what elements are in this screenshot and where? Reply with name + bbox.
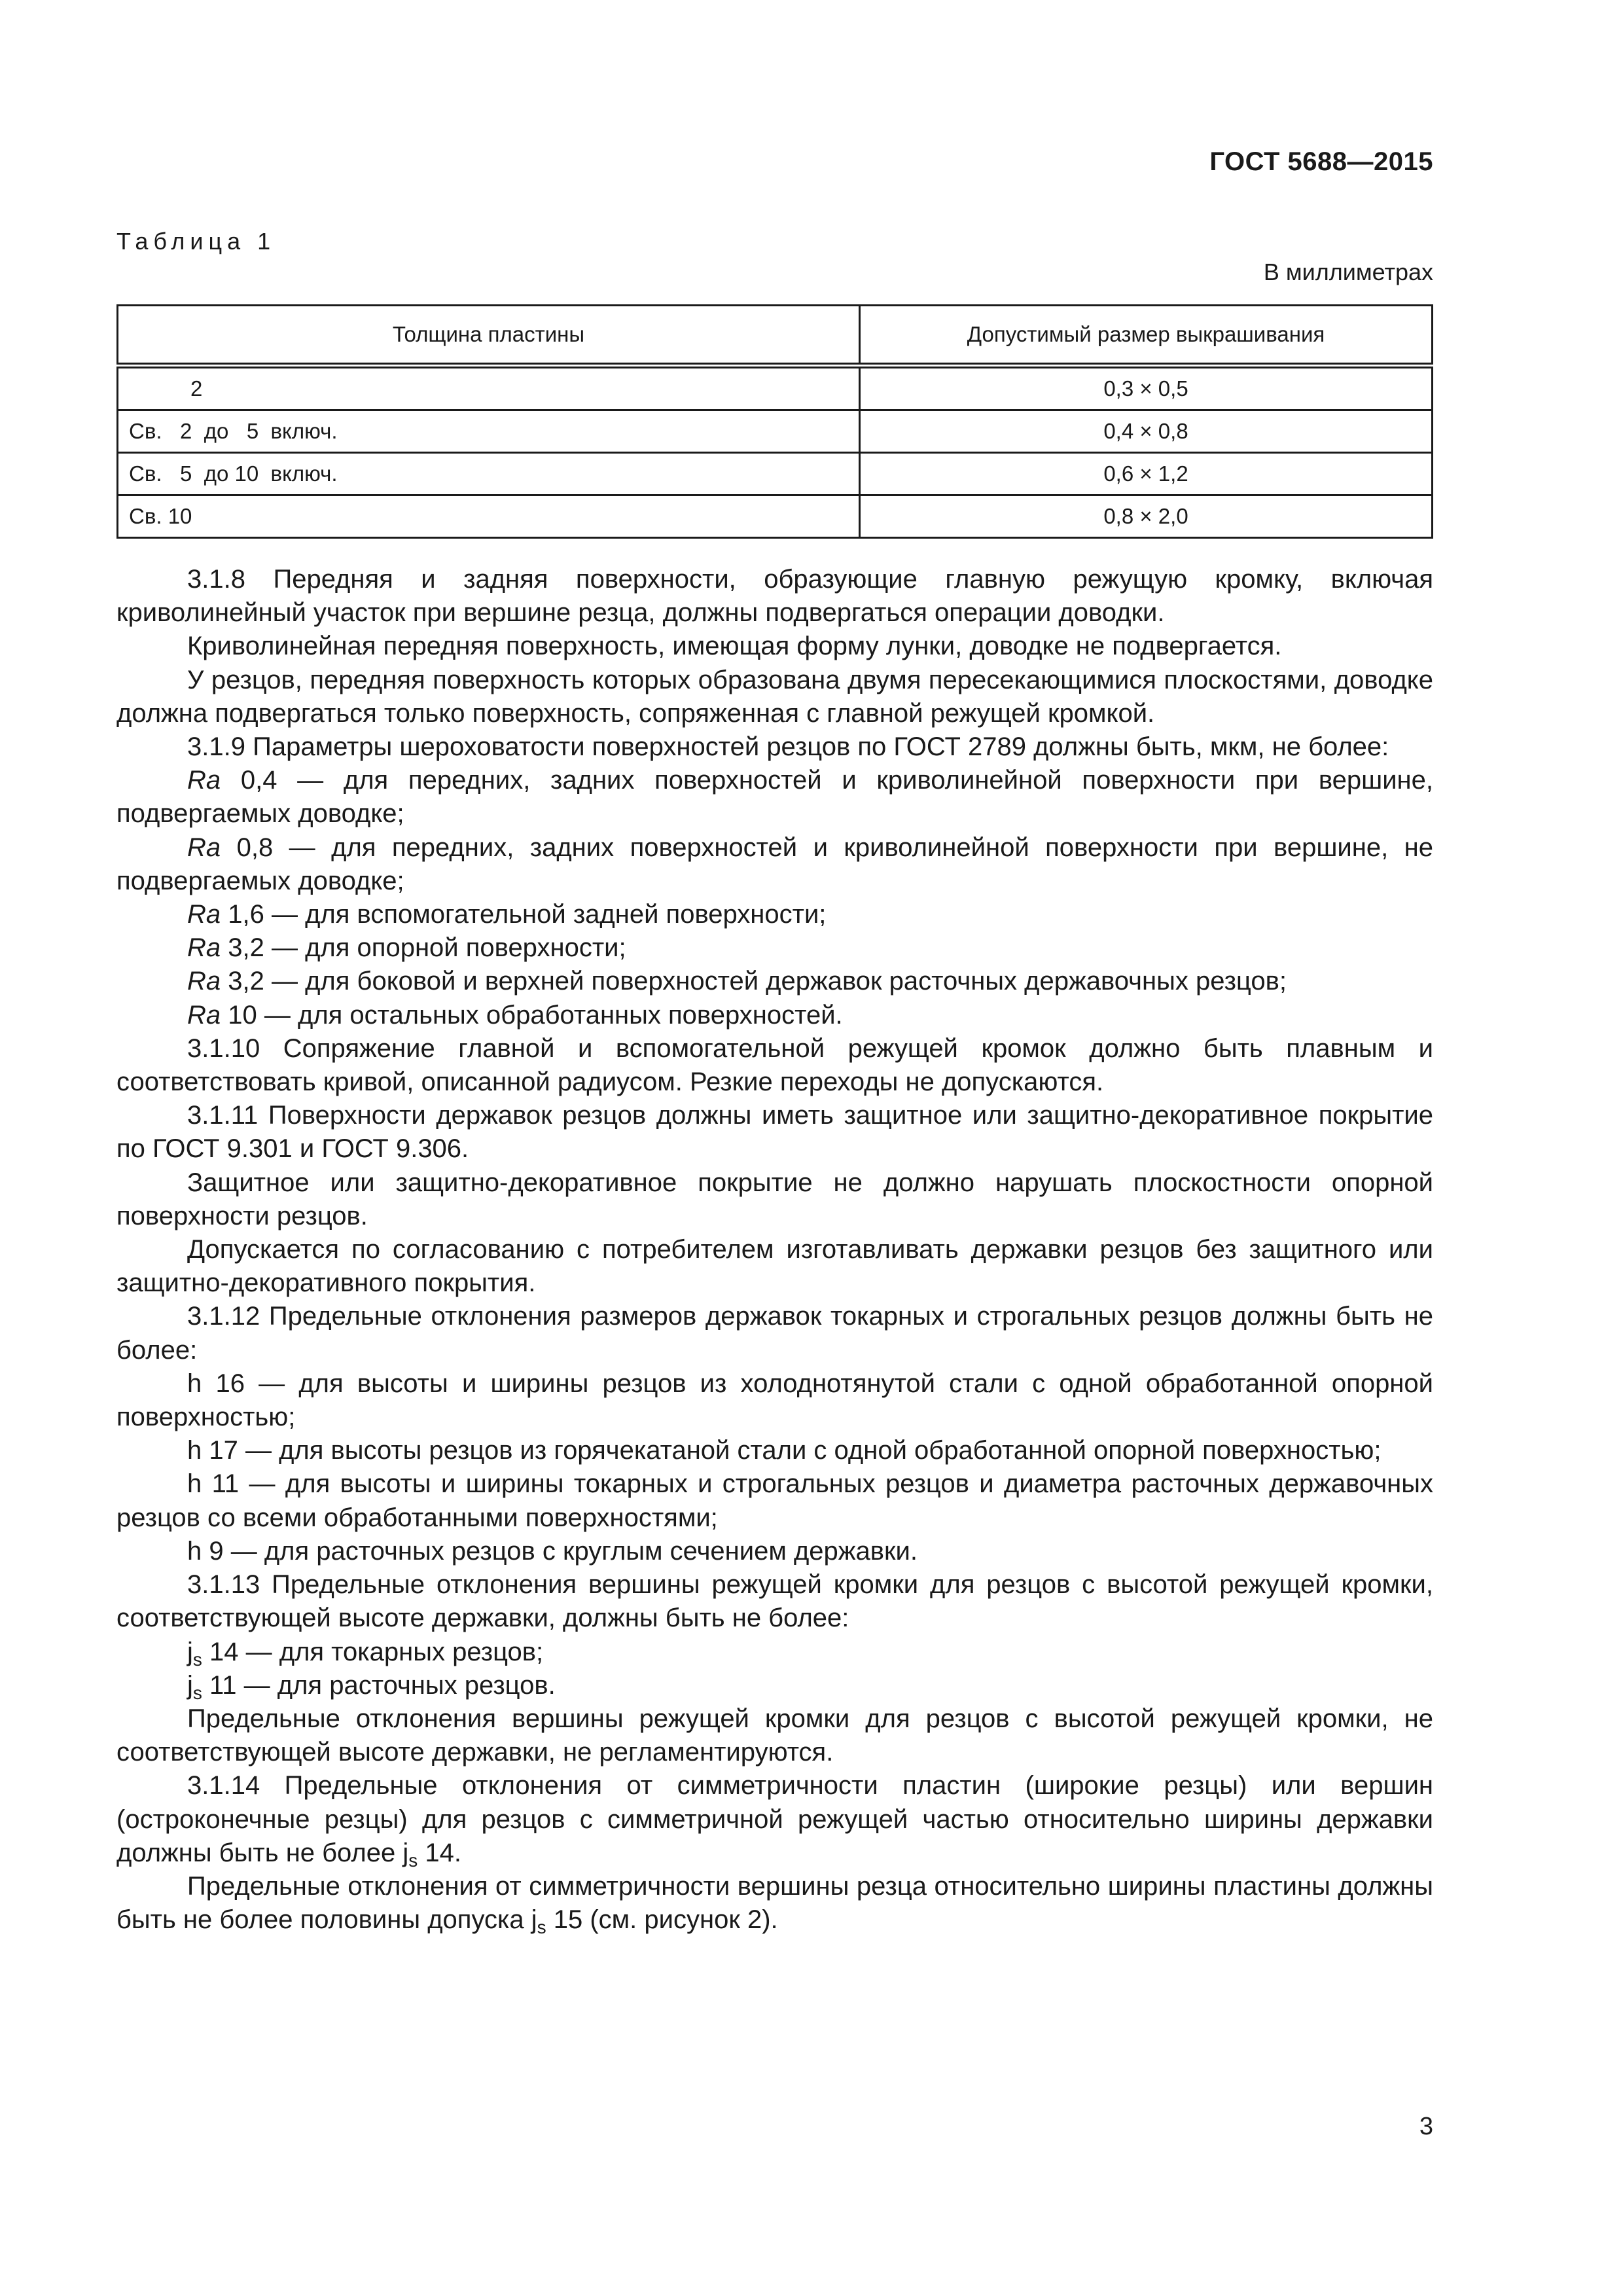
table-cell-thickness: Св. 2 до 5 включ.	[118, 410, 860, 453]
table-cell-chipping-size: 0,6 × 1,2	[860, 453, 1433, 495]
ra-symbol: Ra	[187, 766, 221, 795]
table-row	[118, 366, 1433, 410]
paragraph-text: 3.1.14 Предельные отклонения от симметричности пластин (широкие резцы) или вершин (остроконечные резцы) для резцов с симметричной режущей частью относительно ширины державки должны быть не более	[116, 1771, 1433, 1867]
document-code: ГОСТ 5688—2015	[1209, 147, 1433, 176]
paragraph-text: 14.	[418, 1838, 461, 1867]
column-header-chipping-size: Допустимый размер выкрашивания	[860, 306, 1433, 366]
table-header-row	[118, 306, 1433, 366]
roughness-item	[116, 999, 1433, 1032]
ra-symbol: Ra	[187, 933, 221, 963]
js-subscript: s	[192, 1649, 202, 1670]
js-subscript: s	[192, 1682, 202, 1703]
js-symbol: j	[187, 1670, 193, 1700]
roughness-text: 0,4 — для передних, задних поверхностей и криволинейной поверхности при вершине, подвергаемых доводке;	[116, 766, 1433, 829]
paragraph-3-1-8-planes: У резцов, передняя поверхность которых образована двумя пересекающимися плоскостями, доводке должна подвергаться только поверхность, сопряженная с главной режущей кромкой.	[116, 665, 1433, 728]
tolerance-text: 11 — для расточных резцов.	[202, 1670, 556, 1700]
ra-symbol: Ra	[187, 967, 221, 996]
table-row	[118, 495, 1433, 538]
ra-symbol: Ra	[187, 833, 221, 862]
roughness-text: 3,2 — для боковой и верхней поверхностей державок расточных державочных резцов;	[221, 967, 1287, 996]
table-row	[118, 453, 1433, 495]
paragraph-3-1-11: 3.1.11 Поверхности державок резцов должны иметь защитное или защитно-декоративное покрытие по ГОСТ 9.301 и ГОСТ 9.306.	[116, 1101, 1433, 1164]
roughness-item	[116, 898, 1433, 931]
paragraph-3-1-12: 3.1.12 Предельные отклонения размеров державок токарных и строгальных резцов должны быть не более:	[116, 1302, 1433, 1365]
js-subscript: s	[537, 1917, 546, 1938]
table-cell-chipping-size: 0,3 × 0,5	[860, 366, 1433, 410]
ra-symbol: Ra	[187, 900, 221, 929]
tolerance-item: h 16 — для высоты и ширины резцов из холоднотянутой стали с одной обработанной опорной поверхностью;	[116, 1369, 1433, 1432]
roughness-item	[116, 764, 1433, 831]
tolerance-item: h 11 — для высоты и ширины токарных и строгальных резцов и диаметра расточных державочных резцов со всеми обработанными поверхностями;	[116, 1469, 1433, 1532]
js-symbol: j	[402, 1838, 409, 1867]
roughness-item	[116, 831, 1433, 898]
roughness-text: 0,8 — для передних, задних поверхностей и криволинейной поверхности при вершине, не подвергаемых доводке;	[116, 833, 1433, 895]
table-units: В миллиметрах	[1263, 259, 1433, 285]
paragraph-3-1-11-no-coating: Допускается по согласованию с потребителем изготавливать державки резцов без защитного или защитно-декоративного покрытия.	[116, 1235, 1433, 1298]
paragraph-text: Предельные отклонения от симметричности вершины резца относительно ширины пластины должны быть не более половины допуска	[116, 1871, 1433, 1935]
tolerance-text: 14 — для токарных резцов;	[202, 1637, 544, 1666]
paragraph-3-1-14-half-tolerance	[116, 1870, 1433, 1937]
paragraph-3-1-13-not-regulated: Предельные отклонения вершины режущей кромки для резцов с высотой режущей кромки, не соответствующей высоте державки, не регламентируются.	[116, 1704, 1433, 1767]
js-symbol: j	[187, 1637, 193, 1666]
js-subscript: s	[408, 1850, 418, 1871]
tolerance-item	[116, 1636, 1433, 1669]
table-cell-chipping-size: 0,4 × 0,8	[860, 410, 1433, 453]
tolerance-item	[116, 1669, 1433, 1702]
paragraph-3-1-11-flatness: Защитное или защитно-декоративное покрытие не должно нарушать плоскостности опорной поверхности резцов.	[116, 1168, 1433, 1230]
roughness-text: 3,2 — для опорной поверхности;	[221, 933, 626, 963]
paragraph-3-1-10: 3.1.10 Сопряжение главной и вспомогательной режущей кромок должно быть плавным и соответствовать кривой, описанной радиусом. Резкие переходы не допускаются.	[116, 1033, 1433, 1097]
paragraph-3-1-13: 3.1.13 Предельные отклонения вершины режущей кромки для резцов с высотой режущей кромки, соответствующей высоте державки, должны быть не более:	[116, 1570, 1433, 1633]
defect-size-table	[116, 304, 1433, 539]
roughness-text: 10 — для остальных обработанных поверхностей.	[221, 1000, 843, 1030]
body-text	[116, 563, 1433, 1937]
roughness-item	[116, 965, 1433, 998]
table-cell-chipping-size: 0,8 × 2,0	[860, 495, 1433, 538]
paragraph-3-1-8-lunka: Криволинейная передняя поверхность, имеющая форму лунки, доводке не подвергается.	[187, 632, 1282, 661]
paragraph-3-1-9: 3.1.9 Параметры шероховатости поверхностей резцов по ГОСТ 2789 должны быть, мкм, не более:	[187, 732, 1389, 762]
page-number: 3	[1419, 2113, 1433, 2140]
paragraph-text: 15 (см. рисунок 2).	[546, 1905, 778, 1935]
table-cell-thickness: 2	[118, 366, 860, 410]
table-row	[118, 410, 1433, 453]
table-caption: Таблица 1	[116, 228, 276, 255]
tolerance-item: h 9 — для расточных резцов с круглым сечением державки.	[187, 1536, 918, 1566]
roughness-item	[116, 931, 1433, 965]
tolerance-item: h 17 — для высоты резцов из горячекатаной стали с одной обработанной опорной поверхностью;	[187, 1436, 1382, 1465]
roughness-text: 1,6 — для вспомогательной задней поверхности;	[221, 900, 827, 929]
table-cell-thickness: Св. 10	[118, 495, 860, 538]
js-symbol: j	[531, 1905, 537, 1935]
ra-symbol: Ra	[187, 1000, 221, 1030]
paragraph-3-1-8: 3.1.8 Передняя и задняя поверхности, образующие главную режущую кромку, включая криволинейный участок при вершине резца, должны подвергаться операции доводки.	[116, 565, 1433, 628]
table-cell-thickness: Св. 5 до 10 включ.	[118, 453, 860, 495]
column-header-thickness: Толщина пластины	[118, 306, 860, 366]
paragraph-3-1-14	[116, 1769, 1433, 1870]
